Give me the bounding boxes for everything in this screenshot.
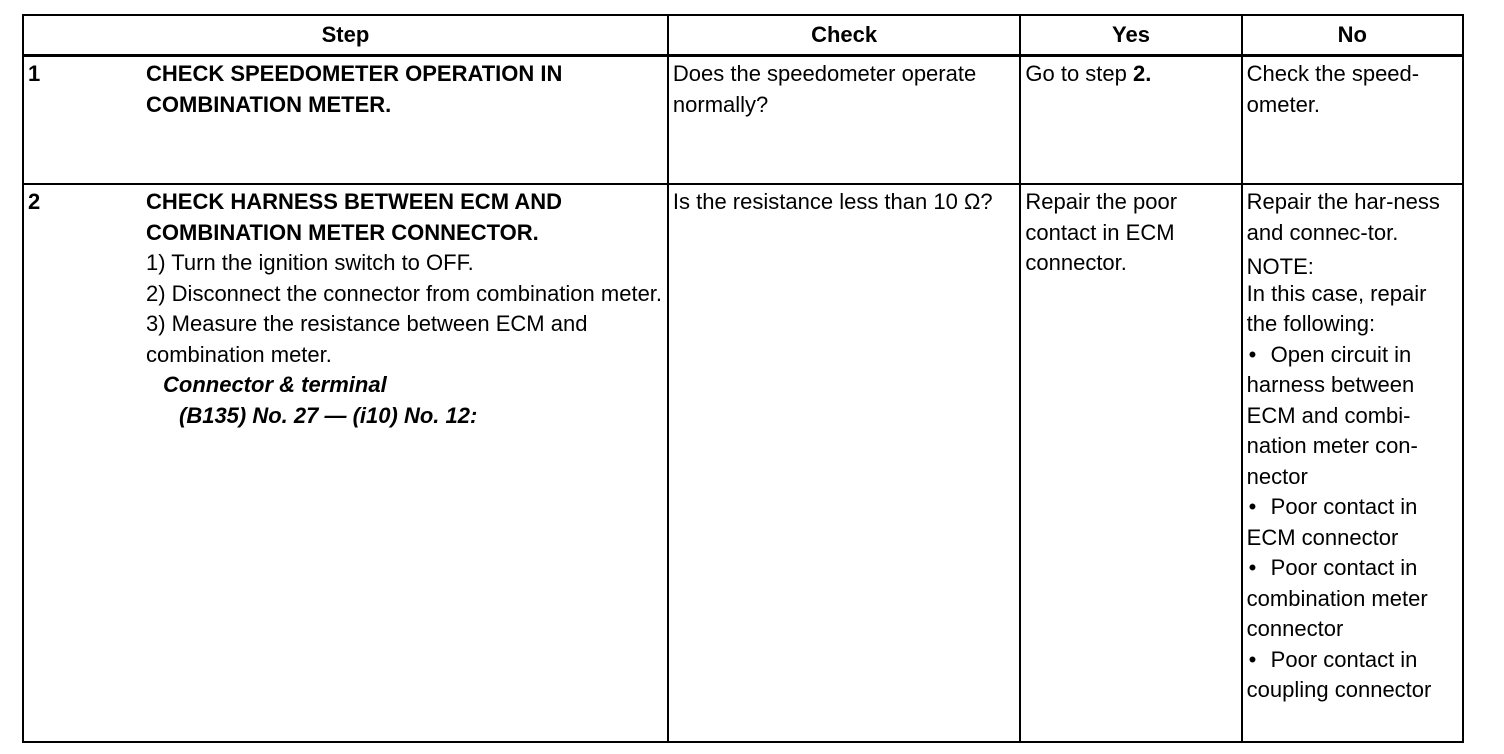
list-item (1247, 553, 1460, 645)
step-title-line: COMBINATION METER. (146, 91, 392, 117)
bullet-icon: • (1248, 494, 1257, 519)
step-title-line: CHECK HARNESS BETWEEN ECM AND (146, 189, 562, 214)
check-cell (668, 56, 1020, 185)
substep: 1) Turn the ignition switch to OFF. (146, 250, 474, 275)
header-check: Check (668, 15, 1020, 56)
bullet-text: Poor contact in combination meter connector (1246, 555, 1428, 641)
table-row (23, 184, 1463, 742)
check-text: Is the resistance less than 10 Ω? (672, 189, 993, 214)
yes-text: Repair the poor contact in ECM connector. (1025, 189, 1178, 275)
connector-value: (B135) No. 27 — (i10) No. 12: (179, 402, 478, 428)
note-label: NOTE: (1246, 254, 1314, 279)
bullet-icon: • (1248, 555, 1257, 580)
yes-step-ref: 2. (1133, 61, 1152, 86)
bullet-icon: • (1248, 646, 1257, 672)
header-row (23, 15, 1463, 56)
header-step: Step (23, 15, 668, 56)
diagnostic-table-container (22, 14, 1464, 743)
step-cell (23, 184, 668, 742)
no-text: Check the speed-ometer. (1246, 61, 1420, 117)
step-title-line: CHECK SPEEDOMETER OPERATION IN (146, 61, 563, 86)
step-number: 2 (28, 189, 41, 214)
bullet-text: Open circuit in harness between ECM and combi-nation meter con-nector (1246, 341, 1418, 489)
step-title (146, 59, 663, 120)
step-title-line: COMBINATION METER CONNECTOR. (146, 219, 539, 245)
note-text: In this case, repair the following: (1246, 280, 1427, 336)
substep: 3) Measure the resistance between ECM and combination meter. (146, 311, 588, 367)
header-no: No (1242, 15, 1463, 56)
list-item (1247, 645, 1460, 706)
list-item (1247, 492, 1460, 553)
header-yes: Yes (1020, 15, 1241, 56)
step-cell (23, 56, 668, 185)
yes-cell (1020, 56, 1241, 185)
bullet-text: Poor contact in ECM connector (1246, 494, 1418, 550)
no-cell (1242, 56, 1463, 185)
check-cell (668, 184, 1020, 742)
bullet-text: Poor contact in coupling connector (1246, 646, 1432, 702)
no-cell (1242, 184, 1463, 742)
check-text: Does the speedometer operate normally? (672, 61, 977, 117)
yes-text (1021, 57, 1240, 90)
yes-cell (1020, 184, 1241, 742)
list-item (1247, 340, 1460, 493)
step-title (146, 187, 663, 248)
table-row (23, 56, 1463, 185)
no-main-text: Repair the har-ness and connec-tor. (1246, 189, 1440, 245)
connector-label: Connector & terminal (163, 372, 387, 397)
step-number: 1 (28, 61, 41, 86)
bullet-icon: • (1248, 341, 1257, 367)
substep: 2) Disconnect the connector from combination meter. (146, 280, 663, 306)
yes-prefix: Go to step (1025, 61, 1133, 86)
diagnostic-table (22, 14, 1464, 743)
